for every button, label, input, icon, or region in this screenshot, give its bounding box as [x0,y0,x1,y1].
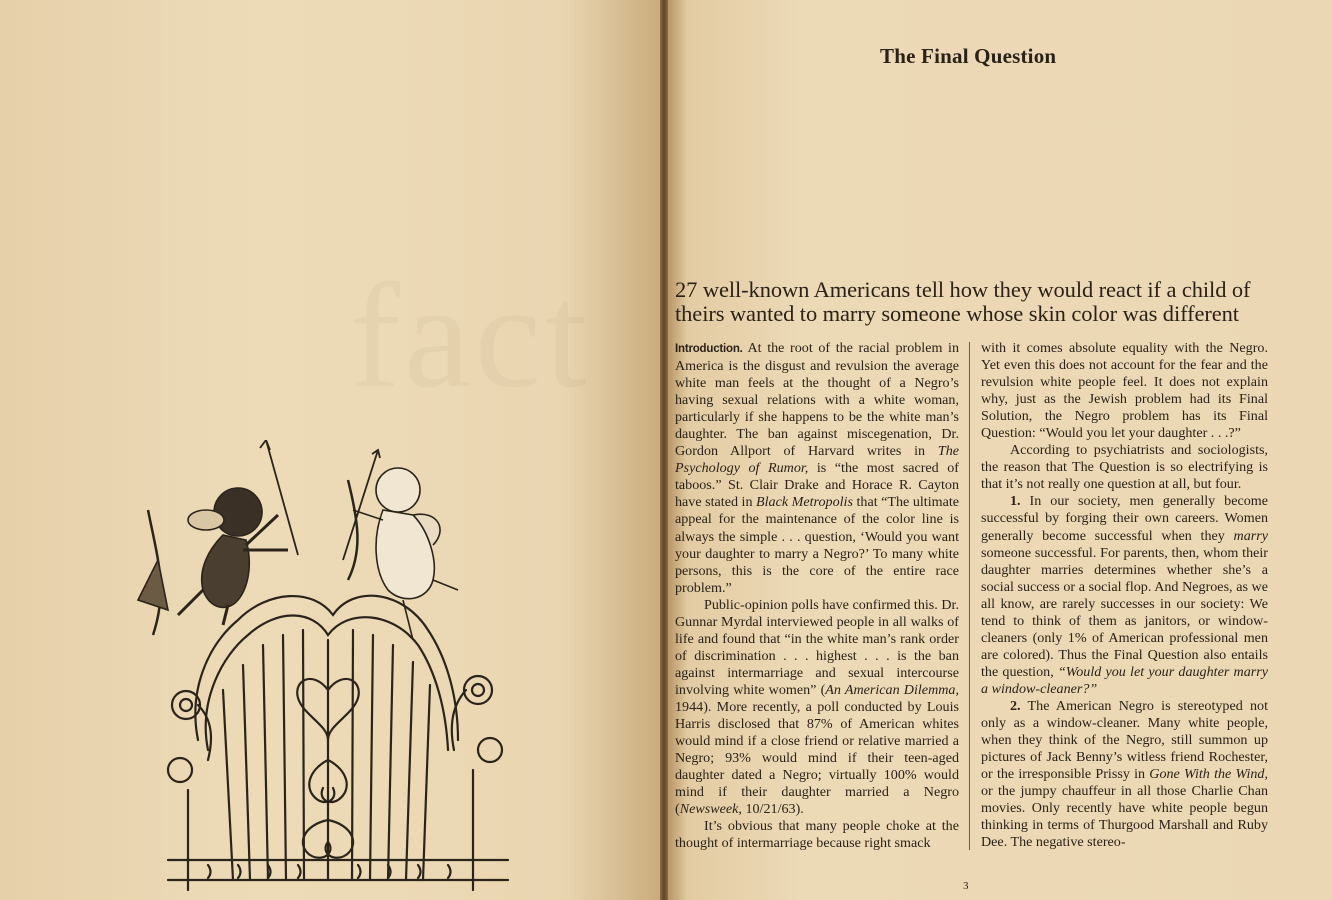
article-column-right [981,340,1268,851]
paragraph: with it comes absolute equality with the Negro. Yet even this does not account for the fear and the revulsion white people feel. It does not explain why, just as the Jewish problem had its Final Solution, the Negro problem has its Final Question: “Would you let your daughter . . .?” [981,340,1268,442]
book-gutter [660,0,668,900]
column-divider [969,342,970,850]
book-title: The Psychology of Rumor, [675,443,959,477]
page-number: 3 [963,880,969,892]
magazine-title: Newsweek, [679,801,742,818]
book-title: Black Metropolis [756,494,853,511]
intro-lead: Introduction. [675,343,743,355]
quoted-question: “Would you let your daughter marry a window-cleaner?” [981,663,1268,697]
article-headline: 27 well-known Americans tell how they would react if a child of theirs wanted to marry someone whose skin color was different [675,277,1251,326]
numbered-point: 1. In our society, men generally become successful by forging their own careers. Women generally become successful when they marry someone successful. For parents, then, whom their daughter marries determines whether she’s a social success or a social flop. And Negroes, as we all know, are rarely successes in our society: We tend to think of them as janitors, or window-cleaners (only 1% of American professional men are colored). Thus the Final Question also entails the question, “Would you let your daughter marry a window-cleaner?” [981,493,1268,697]
left-page [0,0,662,900]
point-number: 1. [1010,493,1021,510]
paragraph: It’s obvious that many people choke at the thought of intermarriage because right smack [675,818,959,852]
paragraph: Public-opinion polls have confirmed this. Dr. Gunnar Myrdal interviewed people in all walks of life and found that “in the white man’s rank order of discrimination . . . highest . . . is the ban against intermarriage and sexual intercourse involving white women” (An American Dilemma, 1944). More recently, a poll conducted by Louis Harris disclosed that 87% of American whites would mind if a close friend or relative married a Negro; 93% would mind if their teen-aged daughter dated a Negro; virtually 100% would mind if their daughter married a Negro (Newsweek, 10/21/63). [675,596,959,818]
numbered-point: 2. The American Negro is stereotyped not only as a window-cleaner. Many white people, when they think of the Negro, still summon up pictures of Jack Benny’s witless friend Rochester, or the irresponsible Prissy in Gone With the Wind, or the jumpy chauffeur in all those Charlie Chan movies. Only recently have white people begun thinking in terms of Thurgood Marshall and Ruby Dee. The negative stereo- [981,697,1268,851]
dark-cherub-figure [138,488,288,635]
paragraph: According to psychiatrists and sociologists, the reason that The Question is so electrifying is that it’s not really one question at all, but four. [981,442,1268,493]
book-title: An American Dilemma, [825,681,959,698]
point-number: 2. [1010,697,1021,714]
page-title: The Final Question [880,44,1057,68]
article-column-left [675,340,959,852]
cupids-on-bedstead-illustration [128,440,528,900]
show-through-text: fact [350,253,591,419]
intro-paragraph: Introduction. At the root of the racial problem in America is the disgust and revulsion the average white man feels at the thought of a Negro’s having sexual relations with a white woman, particularly if she happens to be the white man’s daughter. The ban against miscegenation, Dr. Gordon Allport of Harvard writes in The Psychology of Rumor, is “the most sacred of taboos.” St. Clair Drake and Horace R. Cayton have stated in Black Metropolis that “The ultimate appeal for the maintenance of the color line is always the simple . . . question, ‘Would you want your daughter to marry a Negro?’ To many white persons, this is the core of the entire race problem.” [675,340,960,596]
film-title: Gone With the Wind, [1149,766,1268,783]
